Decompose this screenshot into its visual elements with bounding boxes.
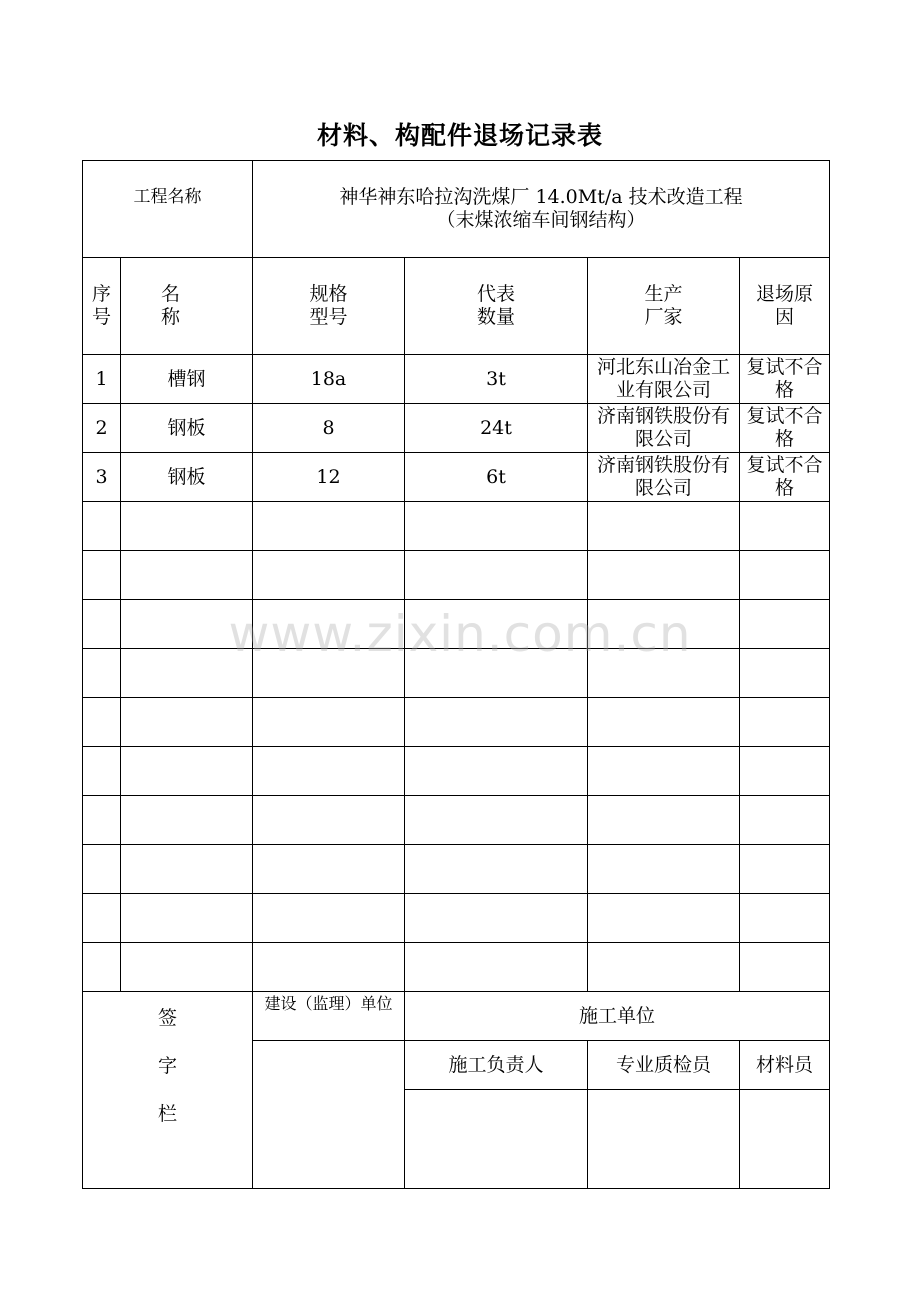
empty-row [83,698,830,747]
page-title: 材料、构配件退场记录表 [316,121,603,150]
project-row [83,161,830,258]
project-name-cell [253,161,830,258]
table-row [83,355,830,404]
row-qty: 3t [405,355,588,404]
empty-row [83,551,830,600]
signature-box-lead [405,1090,588,1189]
empty-row [83,894,830,943]
header-seq: 序 号 [83,258,121,355]
project-label-cell [83,161,253,258]
empty-row [83,943,830,992]
row-maker: 济南钢铁股份有限公司 [588,453,740,502]
row-spec: 18a [253,355,405,404]
construction-unit-label: 施工单位 [405,992,830,1041]
supervision-unit-label: 建设（监理）单位 [253,992,405,1041]
empty-row [83,796,830,845]
table-row [83,453,830,502]
row-maker: 河北东山冶金工业有限公司 [588,355,740,404]
row-name: 钢板 [121,453,253,502]
row-spec: 8 [253,404,405,453]
empty-row [83,600,830,649]
row-reason: 复试不合格 [740,453,830,502]
signature-box-inspector [588,1090,740,1189]
row-seq: 3 [83,453,121,502]
role-quality-inspector: 专业质检员 [588,1041,740,1090]
row-reason: 复试不合格 [740,355,830,404]
role-material-clerk: 材料员 [740,1041,830,1090]
supervision-signature-box [253,1041,405,1189]
header-reason: 退场原 因 [740,258,830,355]
row-qty: 24t [405,404,588,453]
row-maker: 济南钢铁股份有限公司 [588,404,740,453]
row-qty: 6t [405,453,588,502]
header-row [83,258,830,355]
project-name-line1: 神华神东哈拉沟洗煤厂 14.0Mt/a 技术改造工程 [339,186,743,209]
role-construction-lead: 施工负责人 [405,1041,588,1090]
return-record-table [82,160,830,1189]
header-spec: 规格 型号 [253,258,405,355]
header-name: 名 称 [121,258,253,355]
signature-box-clerk [740,1090,830,1189]
empty-row [83,502,830,551]
empty-row [83,649,830,698]
row-reason: 复试不合格 [740,404,830,453]
row-name: 钢板 [121,404,253,453]
empty-row [83,747,830,796]
table-row [83,404,830,453]
project-name-line2: （末煤浓缩车间钢结构） [436,209,646,231]
watermark: www.zixin.com.cn [228,605,692,663]
empty-row [83,845,830,894]
signature-label: 签 字 栏 [83,992,253,1189]
row-name: 槽钢 [121,355,253,404]
project-label: 工程名称 [133,187,202,207]
signature-row-units [83,992,830,1041]
header-maker: 生产 厂家 [588,258,740,355]
row-seq: 1 [83,355,121,404]
row-seq: 2 [83,404,121,453]
header-qty: 代表 数量 [405,258,588,355]
row-spec: 12 [253,453,405,502]
